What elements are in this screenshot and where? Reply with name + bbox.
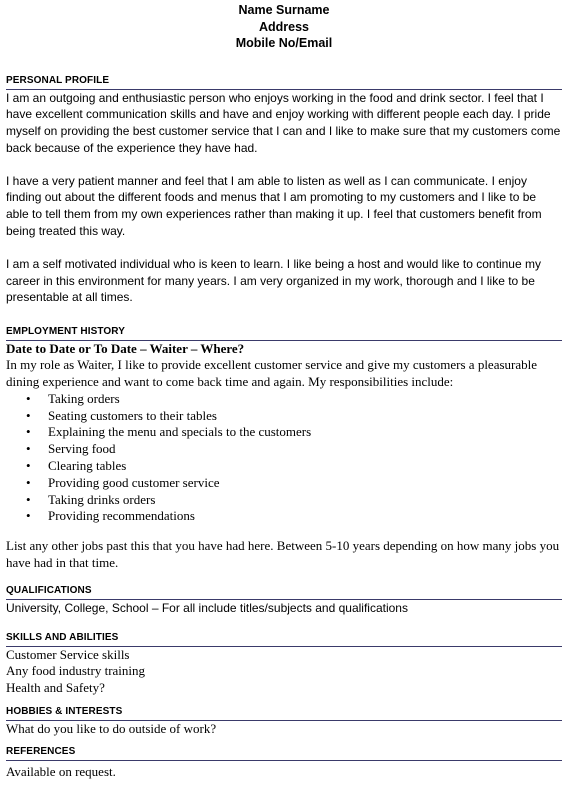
skills-heading: SKILLS AND ABILITIES [6,632,562,647]
hobbies-section [6,706,562,738]
skill-item: Customer Service skills [6,646,130,662]
skill-item: Health and Safety? [6,680,105,696]
bullet-icon: • [26,474,31,490]
list-item [26,474,562,492]
bullet-icon: • [26,458,31,474]
list-item-text: Serving food [48,441,116,457]
cv-header [6,0,562,52]
list-item-text: Taking drinks orders [48,491,156,507]
skill-item: Any food industry training [6,663,146,679]
references-heading: REFERENCES [6,746,562,761]
hobbies-text: What do you like to do outside of work? [6,721,217,737]
candidate-contact: Mobile No/Email [235,36,333,50]
list-item-text: Providing recommendations [48,508,195,524]
cv-document [6,0,562,781]
bullet-icon: • [26,407,31,423]
list-item-text: Seating customers to their tables [48,407,217,423]
list-item-text: Explaining the menu and specials to the customers [48,424,312,440]
candidate-name: Name Surname [238,3,330,17]
qualifications-text: University, College, School – For all include titles/subjects and qualifications [6,600,408,615]
responsibilities-list [6,391,562,525]
list-item-text: Clearing tables [48,458,127,474]
employment-history-heading: EMPLOYMENT HISTORY [6,326,562,341]
references-section [6,746,562,781]
bullet-icon: • [26,390,31,406]
employment-history-section [6,326,562,572]
bullet-icon: • [26,441,31,457]
list-item-text: Taking orders [48,390,120,406]
bullet-icon: • [26,491,31,507]
list-item [26,424,562,441]
list-item [26,508,562,525]
qualifications-heading: QUALIFICATIONS [6,585,562,600]
skills-section [6,632,562,697]
list-item-text: Providing good customer service [48,474,220,490]
list-item [26,407,562,425]
profile-paragraph: I am a self motivated individual who is keen to learn. I like being a host and would like to continue my career in this environment for many years. I am very organized in my work, thorough and I like to be presentable at all times. [6,256,541,305]
personal-profile-heading: PERSONAL PROFILE [6,75,562,90]
list-item [26,491,562,509]
bullet-icon: • [26,424,31,440]
list-item [26,441,562,458]
job-title: Date to Date or To Date – Waiter – Where? [6,341,245,357]
personal-profile-section [6,75,562,307]
list-item [26,390,562,408]
job-intro: In my role as Waiter, I like to provide excellent customer service and give my customers a pleasurable dining experience and want to come back time and again. My responsibilities include: [6,357,538,390]
list-item [26,458,562,475]
hobbies-heading: HOBBIES & INTERESTS [6,706,562,721]
employment-note: List any other jobs past this that you have had here. Between 5-10 years depending on how many jobs you have had in that time. [6,538,560,571]
qualifications-section [6,585,562,617]
references-text: Available on request. [6,763,116,779]
bullet-icon: • [26,508,31,524]
candidate-address: Address [258,19,310,34]
profile-paragraph: I am an outgoing and enthusiastic person who enjoys working in the food and drink sector. I feel that I have excellent communication skills and have and enjoy working with different people each day. I pride myself on providing the best customer service that I can and I like to make sure that my customers come back because of the experience they have had. [6,90,561,155]
profile-paragraph: I have a very patient manner and feel that I am able to listen as well as I can communicate. I enjoy finding out about the different foods and menus that I am promoting to my customers and I like to be able to tell them from my own experiences rather than making it up. I feel that customers benefit from being treated this way. [6,173,542,239]
